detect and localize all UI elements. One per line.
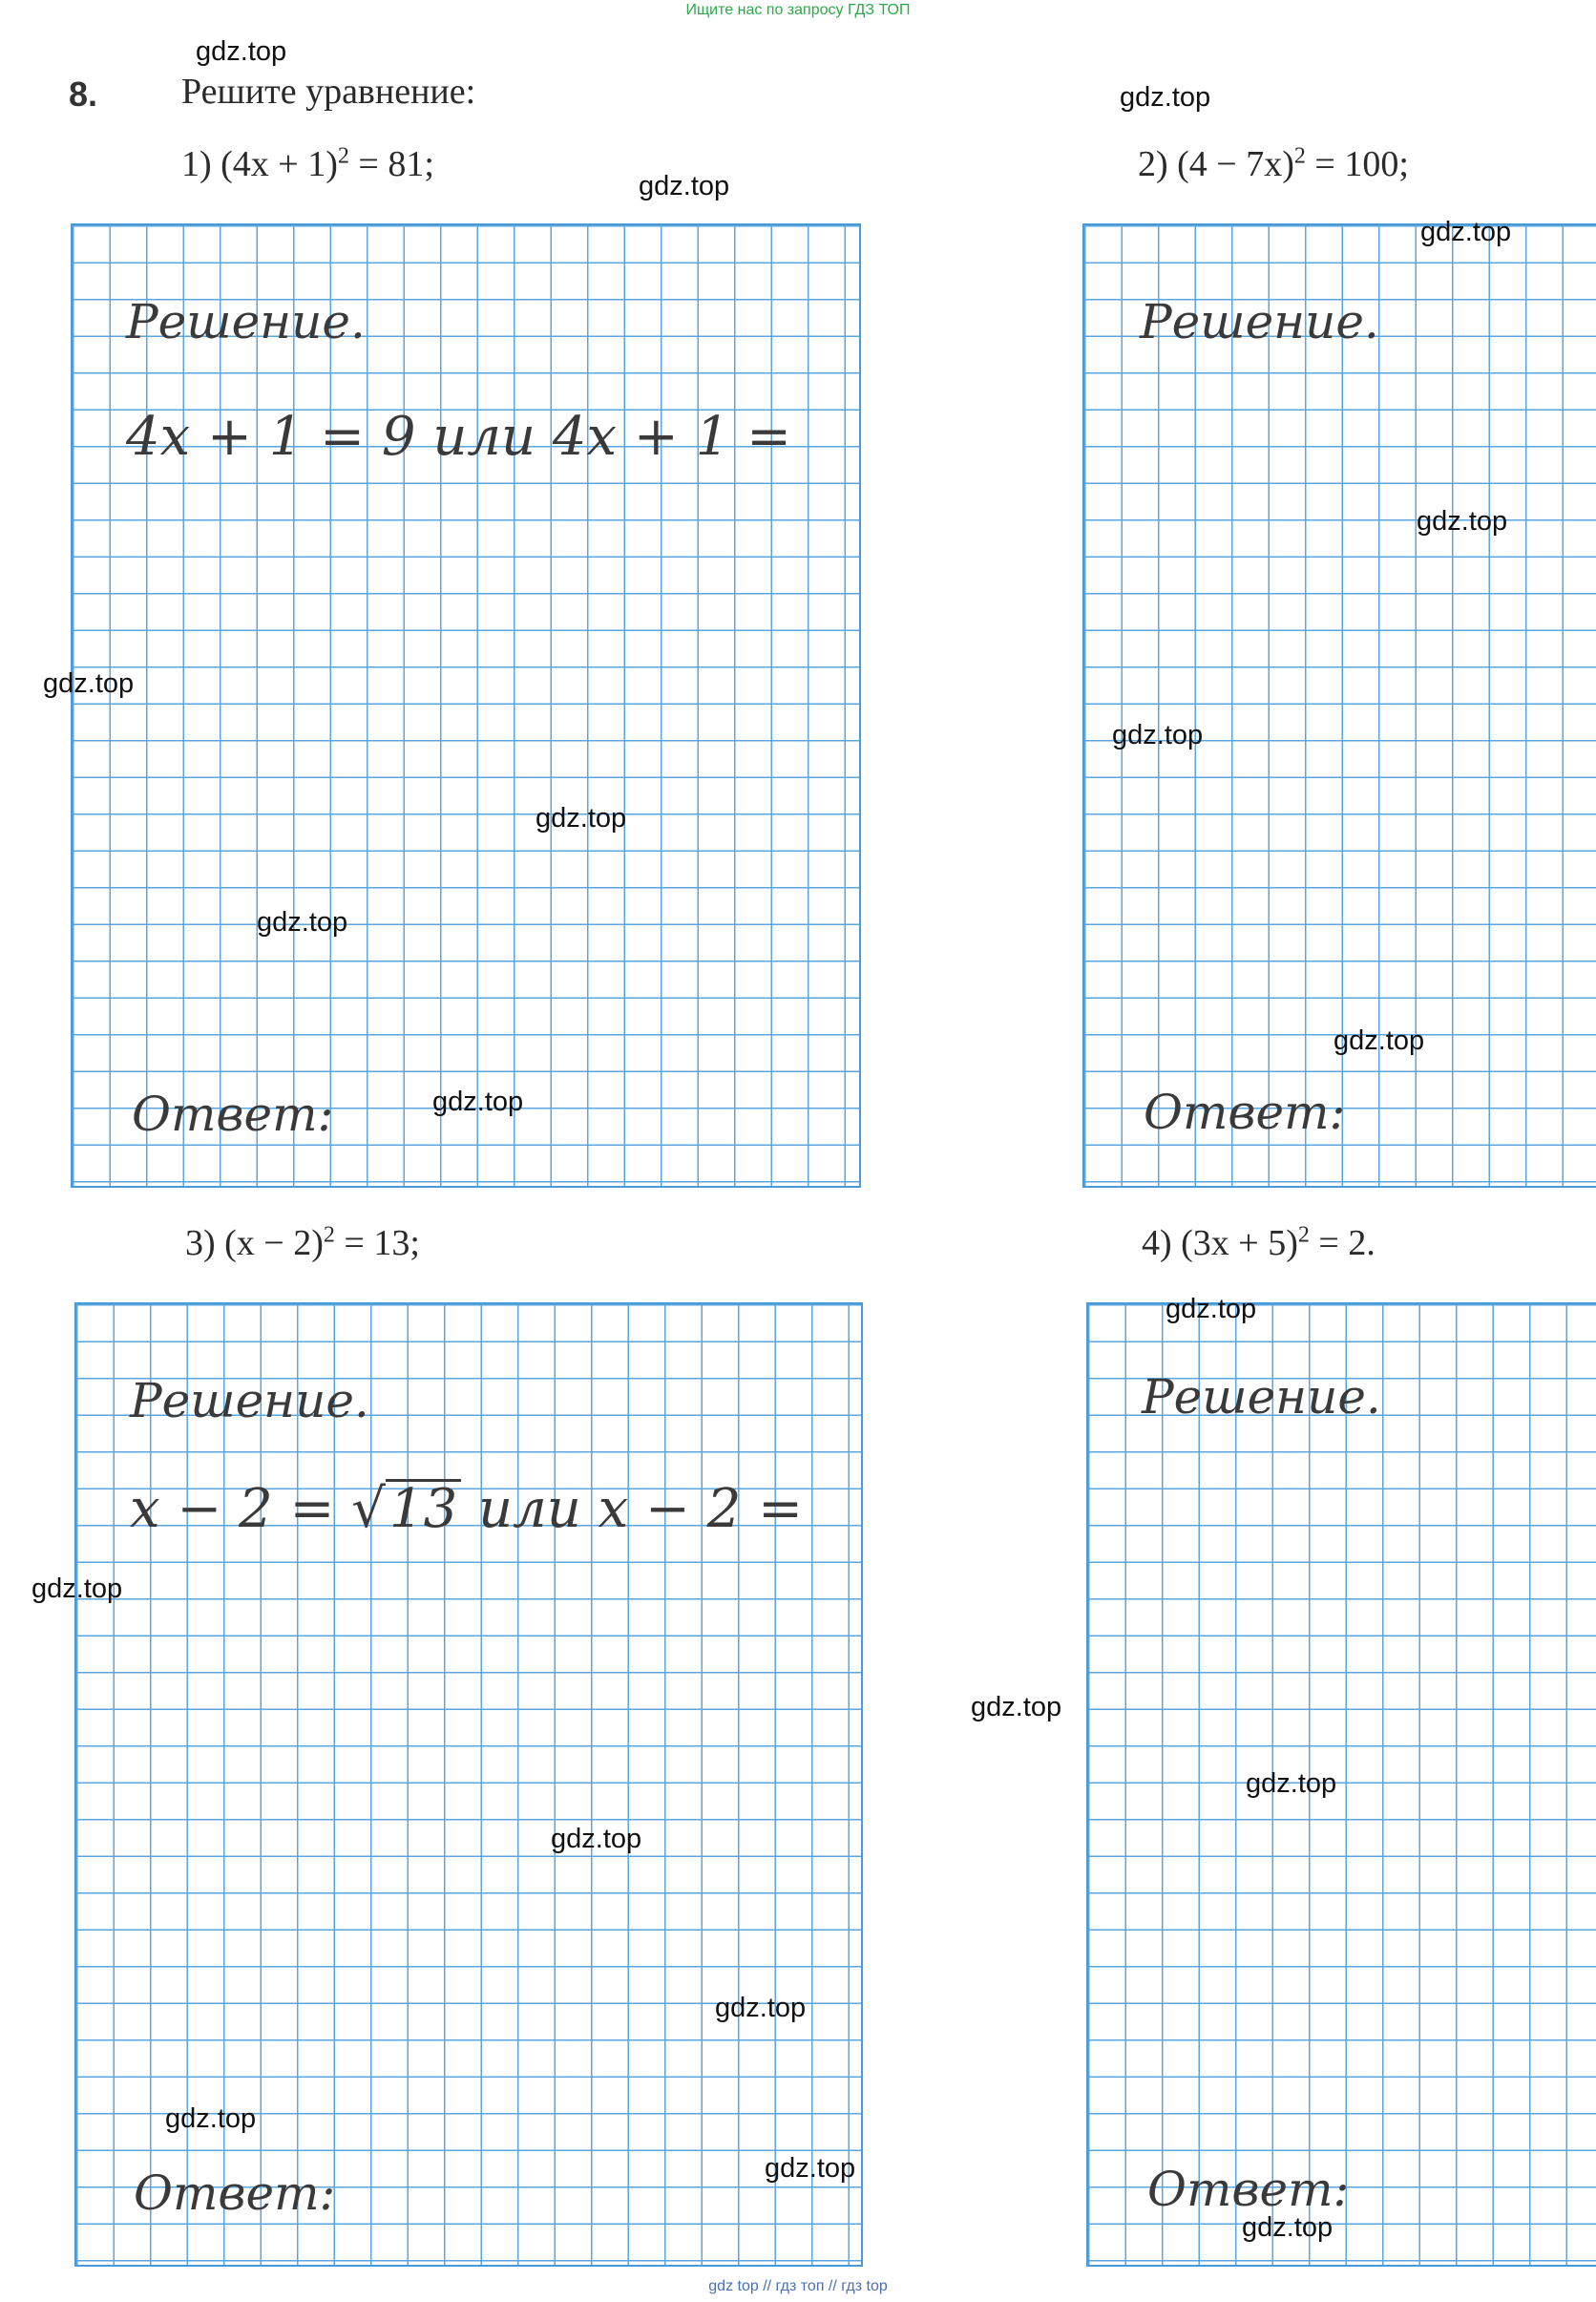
watermark: gdz.top — [1166, 1294, 1257, 1324]
equation-2-power: 2 — [1293, 143, 1306, 169]
equation-3-power: 2 — [323, 1222, 335, 1248]
equation-2-base: (4 − 7x) — [1177, 144, 1294, 184]
task-prompt: Решите уравнение: — [181, 72, 476, 112]
equation-4-power: 2 — [1297, 1222, 1310, 1248]
answer-label-3: Ответ: — [134, 2165, 336, 2221]
watermark: gdz.top — [432, 1087, 524, 1117]
equation-3 — [185, 1222, 420, 1264]
equation-3-rhs: = 13; — [344, 1223, 420, 1263]
grid-panel-1 — [71, 223, 861, 1188]
watermark: gdz.top — [196, 36, 287, 67]
equation-1 — [181, 143, 434, 185]
watermark: gdz.top — [715, 1993, 807, 2023]
sqrt-expression: √13 — [351, 1478, 461, 1540]
worked-line-1: 4x + 1 = 9 или 4x + 1 = — [126, 406, 791, 468]
watermark: gdz.top — [32, 1573, 123, 1604]
solution-label-3: Решение. — [130, 1373, 369, 1428]
equation-2 — [1138, 143, 1409, 185]
watermark: gdz.top — [1120, 82, 1211, 113]
watermark: gdz.top — [536, 803, 627, 834]
watermark: gdz.top — [971, 1692, 1062, 1722]
watermark: gdz.top — [1417, 506, 1508, 537]
equation-2-rhs: = 100; — [1314, 144, 1409, 184]
footer-links: gdz top // гдз топ // гдз top — [708, 2278, 888, 2294]
watermark: gdz.top — [1242, 2212, 1334, 2243]
equation-3-label: 3) — [185, 1223, 216, 1263]
equation-2-label: 2) — [1138, 144, 1168, 184]
watermark: gdz.top — [165, 2103, 257, 2134]
grid-panel-4 — [1086, 1302, 1596, 2267]
watermark: gdz.top — [43, 668, 135, 699]
worked-line-3-left: x − 2 = — [130, 1478, 335, 1540]
watermark: gdz.top — [1112, 720, 1204, 750]
watermark: gdz.top — [257, 907, 348, 938]
answer-label-1: Ответ: — [132, 1087, 334, 1142]
equation-4-base: (3x + 5) — [1181, 1223, 1298, 1263]
answer-label-2: Ответ: — [1144, 1085, 1346, 1140]
equation-4 — [1142, 1222, 1376, 1264]
equation-1-base: (4x + 1) — [220, 144, 338, 184]
watermark: gdz.top — [1246, 1768, 1337, 1799]
equation-3-base: (x − 2) — [224, 1223, 324, 1263]
solution-label-4: Решение. — [1142, 1369, 1381, 1425]
solution-label-2: Решение. — [1140, 294, 1379, 349]
watermark: gdz.top — [639, 171, 730, 201]
sqrt-radicand: 13 — [386, 1479, 461, 1538]
equation-1-rhs: = 81; — [358, 144, 434, 184]
worked-line-3-right: или x − 2 = — [478, 1478, 804, 1540]
equation-4-label: 4) — [1142, 1223, 1172, 1263]
watermark: gdz.top — [1420, 217, 1512, 247]
equation-1-power: 2 — [337, 143, 349, 169]
top-banner: Ищите нас по запросу ГДЗ ТОП — [685, 2, 911, 18]
solution-label-1: Решение. — [126, 294, 366, 349]
watermark: gdz.top — [551, 1824, 642, 1854]
equation-1-label: 1) — [181, 144, 212, 184]
watermark: gdz.top — [1334, 1025, 1425, 1056]
answer-label-4: Ответ: — [1147, 2162, 1350, 2217]
equation-4-rhs: = 2. — [1318, 1223, 1376, 1263]
watermark: gdz.top — [765, 2153, 856, 2184]
worked-line-3 — [130, 1478, 803, 1540]
task-number: 8. — [69, 74, 98, 114]
